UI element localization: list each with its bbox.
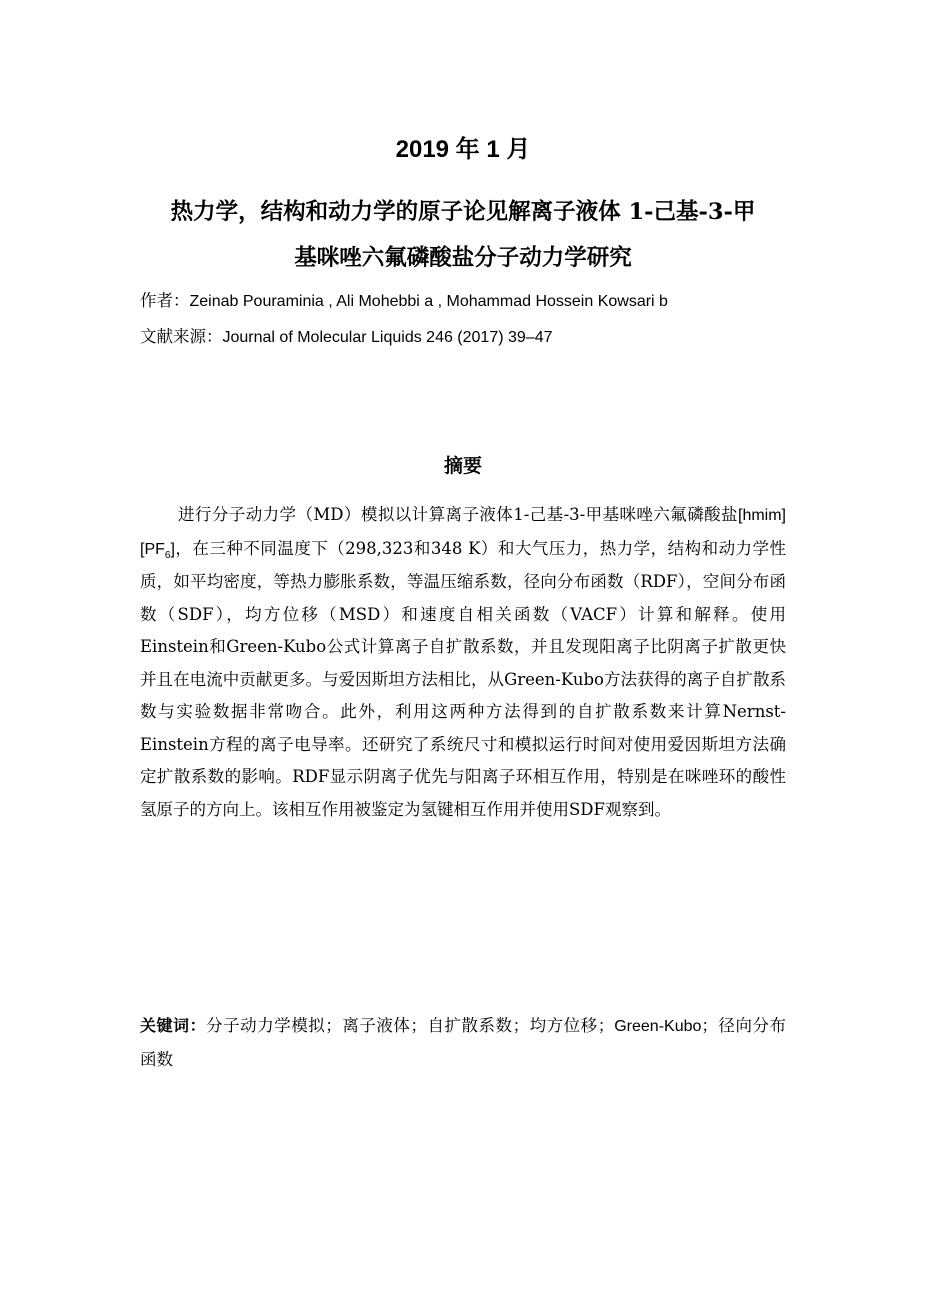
keyword-green-kubo: Green-Kubo	[614, 1018, 702, 1035]
authors-line	[140, 289, 668, 314]
abstract-body	[140, 499, 786, 826]
formula-end: ]	[170, 540, 175, 558]
abstract-text-part-1: 进行分子动力学（MD）模拟以计算离子液体1-己基-3-甲基咪唑六氟磷酸盐	[178, 505, 738, 524]
keywords-part-2: ；径向分布函数	[140, 1016, 786, 1069]
abstract-heading: 摘要	[443, 455, 482, 477]
source-line	[140, 325, 553, 350]
authors-value: Zeinab Pouraminia , Ali Mohebbi a , Mohammad Hossein Kowsari b	[189, 293, 668, 310]
keywords-part-1: 分子动力学模拟；离子液体；自扩散系数；均方位移；	[206, 1016, 615, 1035]
formula-subscript: 6	[164, 549, 171, 561]
keywords-line	[140, 1009, 786, 1076]
authors-label: 作者：	[140, 291, 190, 310]
source-value: Journal of Molecular Liquids 246 (2017) 39–47	[222, 329, 553, 346]
paper-title-line-2: 基咪唑六氟磷酸盐分子动力学研究	[294, 245, 632, 271]
abstract-text-part-2: ，在三种不同温度下（298,323和348 K）和大气压力，热力学，结构和动力学性质，如平均密度，等热力膨胀系数，等温压缩系数，径向分布函数（RDF），空间分布函数（SDF），均方位移（MSD）和速度自相关函数（VACF）计算和解释。使用Einstein和Green-Kubo公式计算离子自扩散系数，并且发现阳离子比阴离子扩散更快并且在电流中贡献更多。与爱因斯坦方法相比，从Green-Kubo方法获得的离子自扩散系数与实验数据非常吻合。此外，利用这两种方法得到的自扩散系数来计算Nernst-Einstein方程的离子电导率。还研究了系统尺寸和模拟运行时间对使用爱因斯坦方法确定扩散系数的影响。RDF显示阴离子优先与阳离子环相互作用，特别是在咪唑环的酸性氢原子的方向上。该相互作用被鉴定为氢键相互作用并使用SDF观察到。	[140, 538, 786, 819]
source-label: 文献来源：	[140, 327, 223, 346]
keywords-label: 关键词：	[140, 1018, 207, 1035]
document-date: 2019 年 1 月	[395, 136, 531, 163]
formula-main: [hmim][PF	[140, 507, 786, 558]
paper-title-line-1: 热力学，结构和动力学的原子论见解离子液体 1-己基-3-甲	[170, 199, 756, 225]
